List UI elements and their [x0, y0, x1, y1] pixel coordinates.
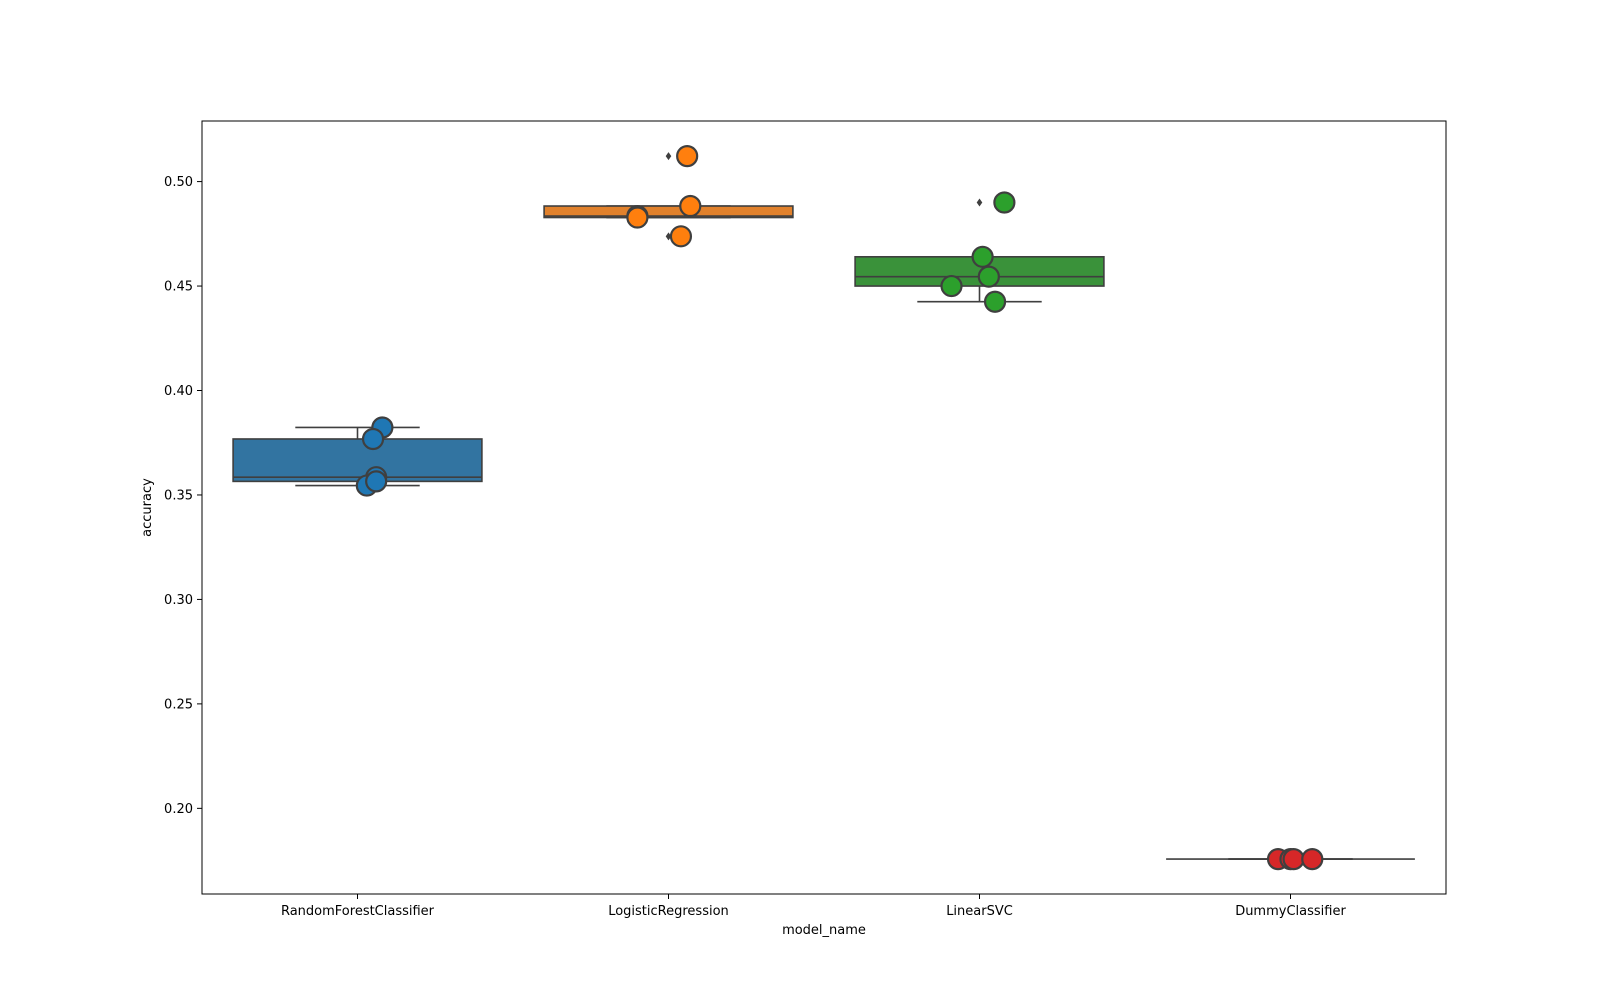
y-tick-label: 0.25 [164, 697, 193, 713]
y-tick-label: 0.35 [164, 488, 193, 504]
y-tick-label: 0.40 [164, 384, 193, 400]
y-tick-label: 0.30 [164, 592, 193, 608]
data-point [366, 471, 386, 491]
y-tick-label: 0.20 [164, 801, 193, 817]
y-tick-label: 0.45 [164, 279, 193, 295]
x-axis-label: model_name [782, 923, 866, 938]
outlier-marker [977, 198, 983, 206]
box-LogisticRegression [544, 152, 793, 240]
y-axis-ticks [164, 175, 202, 817]
x-tick-label: LinearSVC [946, 904, 1013, 919]
data-point [1302, 849, 1322, 869]
data-point [942, 276, 962, 296]
points-layer [357, 146, 1322, 869]
data-point [985, 292, 1005, 312]
data-point [979, 267, 999, 287]
data-point [994, 192, 1014, 212]
outlier-marker [666, 152, 672, 160]
data-point [363, 429, 383, 449]
x-tick-label: DummyClassifier [1235, 904, 1346, 919]
data-point [973, 247, 993, 267]
boxes-layer [233, 152, 1415, 859]
data-point [677, 146, 697, 166]
x-tick-label: LogisticRegression [608, 904, 729, 919]
box-body [233, 439, 482, 481]
data-point [1284, 849, 1304, 869]
data-point [627, 208, 647, 228]
data-point [680, 196, 700, 216]
x-tick-label: RandomForestClassifier [280, 904, 435, 919]
y-tick-label: 0.50 [164, 175, 193, 191]
y-axis-label: accuracy [140, 478, 155, 537]
axes-frame [202, 121, 1446, 894]
box-RandomForestClassifier [233, 427, 482, 485]
data-point [671, 226, 691, 246]
x-axis-ticks [281, 894, 1346, 919]
